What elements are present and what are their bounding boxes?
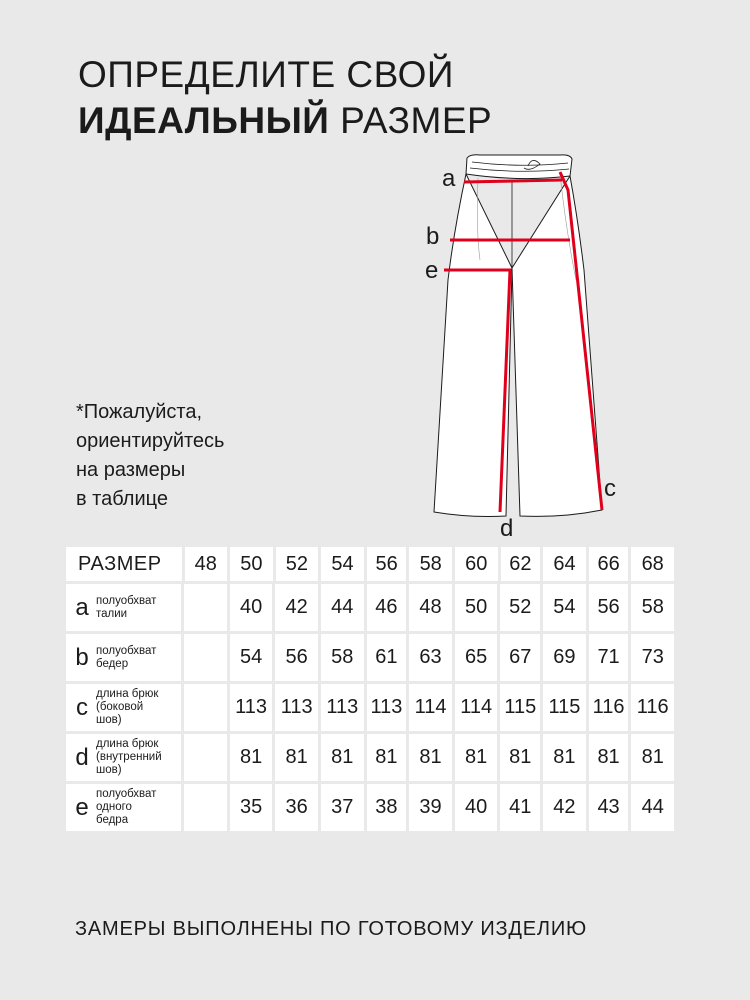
title-line1: ОПРЕДЕЛИТЕ СВОЙ — [78, 54, 454, 95]
table-cell: 54 — [230, 634, 273, 681]
note-line: ориентируйтесь — [76, 430, 225, 452]
header-label: РАЗМЕР — [66, 547, 182, 581]
table-cell: 113 — [321, 684, 364, 731]
table-cell: 54 — [543, 584, 586, 631]
note-line: в таблице — [76, 488, 168, 510]
label-b: b — [426, 223, 440, 250]
table-cell — [184, 784, 227, 831]
table-cell: 81 — [455, 734, 498, 781]
table-cell — [184, 584, 227, 631]
table-cell: 116 — [589, 684, 629, 731]
note-line: *Пожалуйста, — [76, 401, 203, 423]
table-cell: 58 — [321, 634, 364, 681]
table-cell — [184, 634, 227, 681]
table-cell: 52 — [500, 584, 540, 631]
table-cell: 114 — [409, 684, 452, 731]
row-label — [66, 584, 181, 631]
table-cell: 81 — [230, 734, 273, 781]
title-line2 — [78, 98, 492, 144]
table-cell: 81 — [367, 734, 407, 781]
table-cell: 43 — [589, 784, 629, 831]
table-cell: 38 — [367, 784, 407, 831]
table-cell: 36 — [275, 784, 318, 831]
row-letter: c — [76, 693, 88, 721]
row-letter: e — [75, 793, 89, 821]
size-header: 52 — [276, 547, 319, 581]
table-cell: 44 — [631, 784, 674, 831]
label-d: d — [500, 515, 514, 542]
table-cell: 35 — [230, 784, 273, 831]
table-cell: 42 — [543, 784, 586, 831]
table-cell: 56 — [275, 634, 318, 681]
size-header: 66 — [589, 547, 629, 581]
label-a: a — [442, 165, 456, 192]
row-letter: a — [75, 593, 89, 621]
row-desc: длина брюк (боковой шов) — [96, 688, 159, 726]
row-label — [66, 634, 181, 681]
table-row — [66, 584, 674, 631]
size-header: 60 — [455, 547, 498, 581]
table-cell: 114 — [455, 684, 498, 731]
row-letter: b — [75, 643, 89, 671]
table-cell: 61 — [367, 634, 407, 681]
table-cell: 58 — [631, 584, 674, 631]
size-header: 58 — [409, 547, 452, 581]
size-header: 50 — [230, 547, 273, 581]
table-cell: 115 — [500, 684, 540, 731]
row-desc: полуобхват одного бедра — [96, 788, 157, 826]
table-header-row — [66, 547, 674, 581]
table-cell: 113 — [367, 684, 407, 731]
table-cell: 81 — [589, 734, 629, 781]
table-cell: 81 — [321, 734, 364, 781]
label-c: c — [604, 475, 616, 502]
row-desc: полуобхват бедер — [96, 644, 157, 670]
note-line: на размеры — [76, 459, 186, 481]
table-cell: 113 — [275, 684, 318, 731]
table-cell: 65 — [455, 634, 498, 681]
table-cell: 56 — [589, 584, 629, 631]
table-cell: 39 — [409, 784, 452, 831]
table-cell: 50 — [455, 584, 498, 631]
size-header: 62 — [501, 547, 541, 581]
footer-note: ЗАМЕРЫ ВЫПОЛНЕНЫ ПО ГОТОВОМУ ИЗДЕЛИЮ — [75, 918, 588, 940]
size-header: 54 — [321, 547, 364, 581]
table-row — [66, 784, 674, 831]
size-header: 68 — [631, 547, 674, 581]
table-cell: 40 — [230, 584, 273, 631]
page-title — [78, 52, 492, 144]
table-cell: 81 — [543, 734, 586, 781]
table-cell: 37 — [321, 784, 364, 831]
table-row — [66, 684, 674, 731]
right-leg — [512, 176, 602, 516]
row-letter: d — [75, 743, 89, 771]
title-bold: ИДЕАЛЬНЫЙ — [78, 100, 330, 141]
table-cell: 67 — [500, 634, 540, 681]
row-label — [66, 684, 181, 731]
table-cell: 41 — [500, 784, 540, 831]
row-desc: длина брюк (внутренний шов) — [96, 738, 162, 776]
table-cell: 71 — [589, 634, 629, 681]
size-note — [76, 398, 336, 514]
size-header: 56 — [367, 547, 407, 581]
table-cell: 81 — [631, 734, 674, 781]
table-cell: 116 — [631, 684, 674, 731]
table-cell: 48 — [409, 584, 452, 631]
table-cell: 113 — [230, 684, 273, 731]
row-desc: полуобхват талии — [96, 594, 157, 620]
table-cell: 81 — [409, 734, 452, 781]
trousers-diagram — [420, 150, 640, 542]
table-row — [66, 734, 674, 781]
waistband-shape — [466, 155, 572, 179]
wide-leg-trousers-icon — [420, 150, 640, 542]
table-cell: 42 — [275, 584, 318, 631]
table-cell: 73 — [631, 634, 674, 681]
row-label — [66, 784, 181, 831]
left-leg — [434, 174, 512, 517]
table-cell: 63 — [409, 634, 452, 681]
table-cell: 44 — [321, 584, 364, 631]
table-cell: 81 — [500, 734, 540, 781]
measure-a-line — [464, 180, 562, 182]
table-cell — [184, 734, 227, 781]
table-cell — [184, 684, 227, 731]
table-cell: 115 — [543, 684, 586, 731]
table-cell: 69 — [543, 634, 586, 681]
table-row — [66, 634, 674, 681]
size-header: 64 — [543, 547, 586, 581]
size-table — [66, 547, 674, 834]
label-e: e — [425, 257, 439, 284]
row-label — [66, 734, 181, 781]
title-rest: РАЗМЕР — [329, 100, 493, 141]
size-header: 48 — [185, 547, 228, 581]
table-cell: 81 — [275, 734, 318, 781]
table-cell: 46 — [367, 584, 407, 631]
table-cell: 40 — [455, 784, 498, 831]
